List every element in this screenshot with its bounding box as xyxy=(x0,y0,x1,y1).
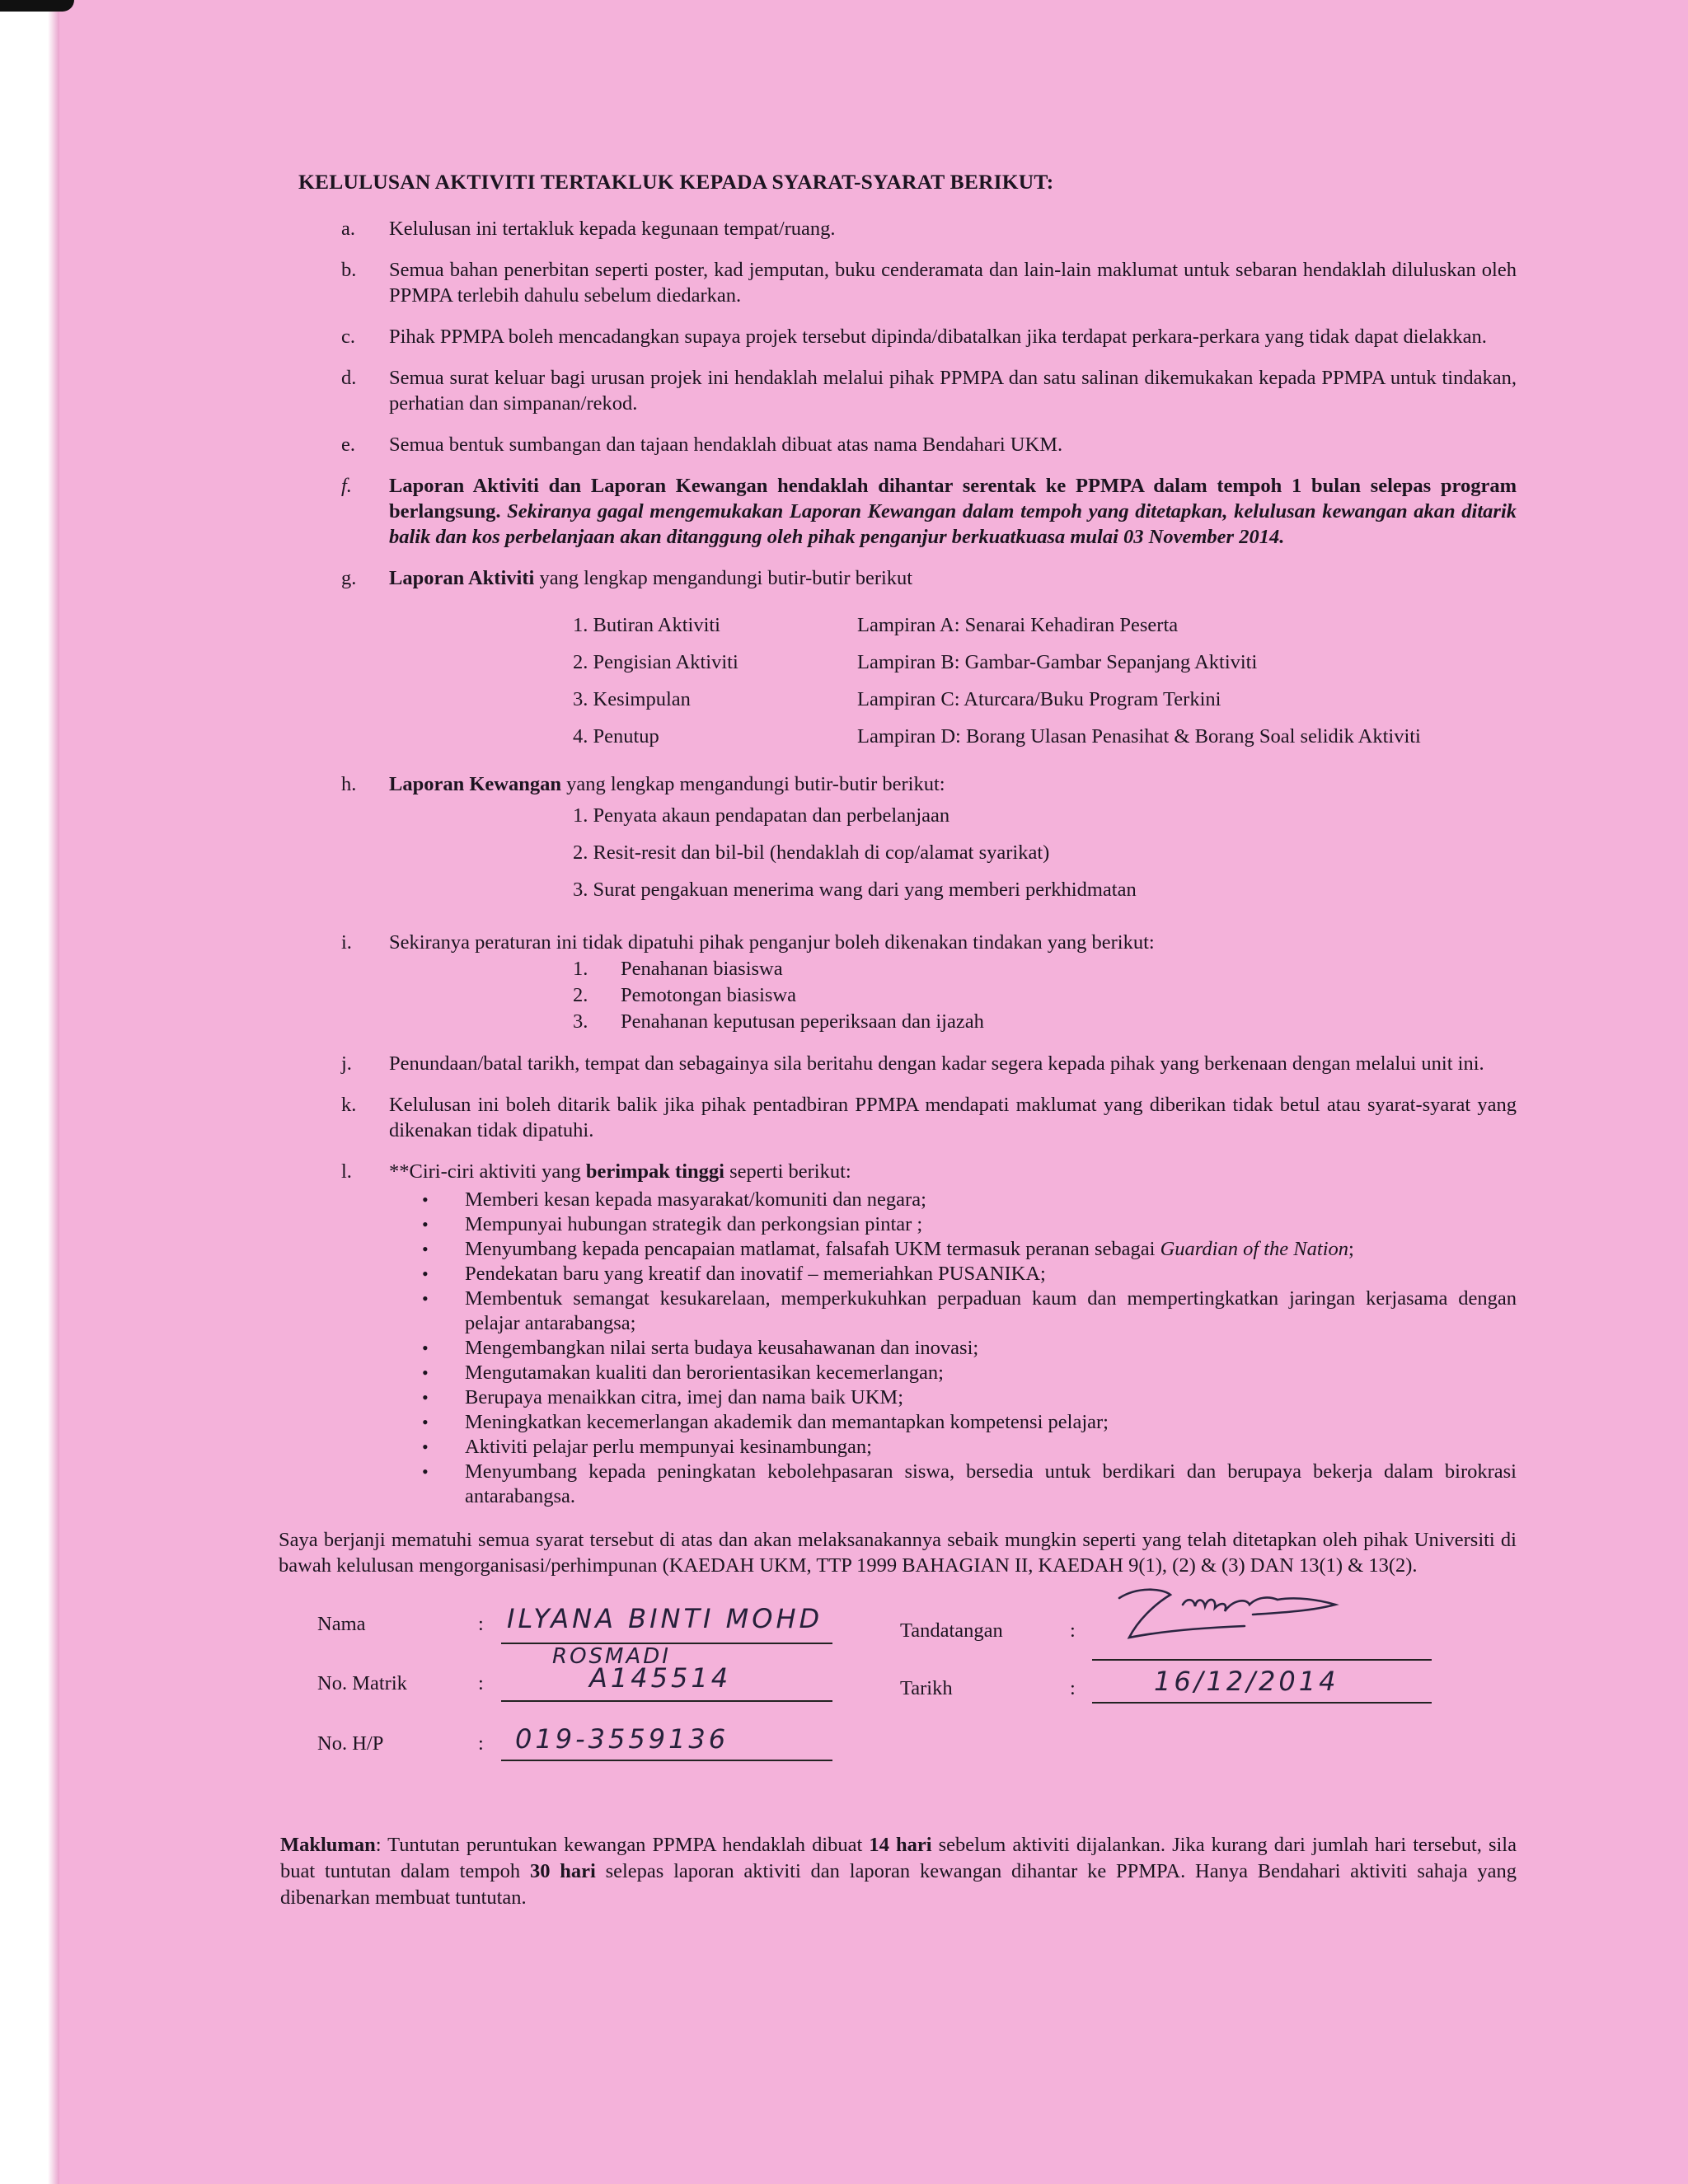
condition-letter: j. xyxy=(341,1052,352,1075)
condition-d xyxy=(280,365,1517,416)
list-item xyxy=(419,1410,1517,1435)
notice-bold-text: 30 hari xyxy=(529,1860,596,1882)
bullet-icon: • xyxy=(422,1263,429,1284)
condition-j xyxy=(280,1051,1517,1076)
bullet-icon: • xyxy=(422,1362,429,1383)
list-item xyxy=(573,955,1517,982)
list-text: Mengutamakan kualiti dan berorientasikan kecemerlangan; xyxy=(465,1361,944,1384)
condition-bold-text: Laporan Kewangan xyxy=(389,773,561,795)
condition-text: yang lengkap mengandungi butir-butir berikut xyxy=(539,567,913,589)
phone-line xyxy=(501,1760,832,1761)
condition-text: Penundaan/batal tarikh, tempat dan sebagainya sila beritahu dengan kadar segera kepada pihak yang berkenaan dengan melalui unit ini. xyxy=(389,1052,1484,1075)
signature-icon xyxy=(1104,1580,1352,1654)
bullet-icon: • xyxy=(422,1288,429,1309)
condition-bold-text: Laporan Aktiviti dan Laporan Kewangan hendaklah dihantar serentak ke PPMPA dalam tempoh 1 bulan selepas program berlangsung. xyxy=(389,475,1517,523)
report-part: 3. Kesimpulan xyxy=(573,688,691,710)
list-number: 1. xyxy=(573,957,588,980)
condition-letter: a. xyxy=(341,218,355,240)
condition-text: Semua bentuk sumbangan dan tajaan hendaklah dibuat atas nama Bendahari UKM. xyxy=(389,434,1063,456)
finance-report-list xyxy=(573,797,1517,908)
matric-label: No. Matrik xyxy=(317,1672,407,1694)
notice-bold-text: 14 hari xyxy=(869,1834,932,1856)
notice-label: Makluman xyxy=(280,1834,376,1856)
condition-letter: c. xyxy=(341,326,355,348)
bullet-icon: • xyxy=(422,1189,429,1210)
condition-h xyxy=(280,771,1517,797)
list-italic-text: Guardian of the Nation xyxy=(1160,1238,1349,1260)
condition-f xyxy=(280,473,1517,550)
phone-value[interactable]: 019-3559136 xyxy=(515,1723,729,1755)
condition-b xyxy=(280,257,1517,308)
condition-text: yang lengkap mengandungi butir-butir berikut: xyxy=(566,773,945,795)
list-text: Membentuk semangat kesukarelaan, memperkukuhkan perpaduan kaum dan mempertingkatkan jaringan kerjasama dengan pelajar antarabangsa; xyxy=(465,1287,1517,1334)
notice-text: : Tuntutan peruntukan kewangan PPMPA hendaklah dibuat xyxy=(375,1834,863,1856)
list-text: Memberi kesan kepada masyarakat/komuniti dan negara; xyxy=(465,1188,926,1211)
condition-letter: d. xyxy=(341,367,357,389)
bullet-icon: • xyxy=(422,1461,429,1482)
condition-letter: k. xyxy=(341,1094,357,1116)
list-item xyxy=(419,1262,1517,1286)
notice-text: sebelum aktiviti dijalankan. Jika kurang dari jumlah hari tersebut, sila buat tuntutan dalam tempoh xyxy=(280,1834,1517,1882)
name-colon: : xyxy=(478,1613,484,1635)
list-item xyxy=(573,644,1517,681)
list-number: 2. xyxy=(573,983,588,1006)
bullet-icon: • xyxy=(422,1436,429,1457)
list-item xyxy=(573,1008,1517,1034)
list-item xyxy=(419,1460,1517,1509)
condition-bold-text: berimpak tinggi xyxy=(585,1160,724,1183)
attachment: Lampiran D: Borang Ulasan Penasihat & Borang Soal selidik Aktiviti xyxy=(857,725,1421,748)
condition-text: seperti berikut: xyxy=(729,1160,851,1183)
condition-e xyxy=(280,432,1517,457)
list-text: Meningkatkan kecemerlangan akademik dan memantapkan kompetensi pelajar; xyxy=(465,1411,1109,1433)
list-item xyxy=(419,1435,1517,1460)
name-value-continued[interactable]: ROSMADI xyxy=(552,1644,671,1669)
attachment: Lampiran B: Gambar-Gambar Sepanjang Aktiviti xyxy=(857,651,1258,673)
date-label: Tarikh xyxy=(900,1677,953,1699)
condition-k xyxy=(280,1092,1517,1143)
list-item xyxy=(419,1188,1517,1212)
condition-letter: i. xyxy=(341,931,352,954)
report-part: 2. Pengisian Aktiviti xyxy=(573,651,738,673)
signature-colon: : xyxy=(1070,1619,1076,1642)
list-number: 3. xyxy=(573,1010,588,1033)
applicant-form xyxy=(280,1603,1517,1793)
condition-letter: h. xyxy=(341,773,357,795)
condition-a xyxy=(280,216,1517,241)
attachment: Lampiran A: Senarai Kehadiran Peserta xyxy=(857,614,1179,636)
list-text: Penahanan keputusan peperiksaan dan ijazah xyxy=(621,1010,984,1033)
condition-text: Sekiranya peraturan ini tidak dipatuhi pihak penganjur boleh dikenakan tindakan yang berikut: xyxy=(389,931,1155,954)
condition-text: Semua surat keluar bagi urusan projek ini hendaklah melalui pihak PPMPA dan satu salinan dikemukakan kepada PPMPA untuk tindakan, perhatian dan simpanan/rekod. xyxy=(389,367,1517,415)
condition-bold-italic-text: Sekiranya gagal mengemukakan Laporan Kewangan dalam tempoh yang ditetapkan, kelulusan kewangan akan ditarik balik dan kos perbelanjaan akan ditanggung oleh pihak penganjur berkuatkuasa mulai 03 November 2014. xyxy=(389,500,1517,548)
list-text: Menyumbang kepada peningkatan kebolehpasaran siswa, bersedia untuk berdikari dan berupaya bekerja dalam birokrasi antarabangsa. xyxy=(465,1460,1517,1507)
list-item xyxy=(573,607,1517,644)
matric-value[interactable]: A145514 xyxy=(589,1662,732,1694)
list-item: 1. Penyata akaun pendapatan dan perbelanjaan xyxy=(573,804,950,827)
condition-c xyxy=(280,324,1517,349)
list-text: Pendekatan baru yang kreatif dan inovatif – memeriahkan PUSANIKA; xyxy=(465,1263,1046,1285)
condition-text: Semua bahan penerbitan seperti poster, kad jemputan, buku cenderamata dan lain-lain maklumat untuk sebaran hendaklah diluluskan oleh PPMPA terlebih dahulu sebelum diedarkan. xyxy=(389,259,1517,307)
condition-letter: f. xyxy=(341,475,352,497)
condition-l xyxy=(280,1159,1517,1184)
list-text: Mempunyai hubungan strategik dan perkongsian pintar ; xyxy=(465,1213,923,1235)
condition-bold-text: Laporan Aktiviti xyxy=(389,567,535,589)
bullet-icon: • xyxy=(422,1387,429,1408)
name-value[interactable]: ILYANA BINTI MOHD xyxy=(507,1603,823,1634)
report-part: 4. Penutup xyxy=(573,725,659,748)
list-item xyxy=(573,982,1517,1008)
report-part: 1. Butiran Aktiviti xyxy=(573,614,720,636)
list-text: Penahanan biasiswa xyxy=(621,957,783,980)
date-line xyxy=(1092,1702,1432,1704)
list-item xyxy=(573,681,1517,718)
matric-colon: : xyxy=(478,1672,484,1694)
list-text: ; xyxy=(1348,1238,1354,1260)
name-label: Nama xyxy=(317,1613,366,1635)
matric-line xyxy=(501,1700,832,1702)
condition-text: Pihak PPMPA boleh mencadangkan supaya projek tersebut dipinda/dibatalkan jika terdapat perkara-perkara yang tidak dapat dielakkan. xyxy=(389,326,1487,348)
list-text: Menyumbang kepada pencapaian matlamat, falsafah UKM termasuk peranan sebagai xyxy=(465,1238,1156,1260)
impact-list xyxy=(419,1188,1517,1509)
date-colon: : xyxy=(1070,1677,1076,1699)
list-item xyxy=(419,1237,1517,1262)
page-title: KELULUSAN AKTIVITI TERTAKLUK KEPADA SYARAT-SYARAT BERIKUT: xyxy=(298,170,1054,194)
list-text: Berupaya menaikkan citra, imej dan nama baik UKM; xyxy=(465,1386,904,1408)
activity-report-list xyxy=(573,607,1517,755)
condition-letter: b. xyxy=(341,259,357,281)
scan-corner xyxy=(0,0,74,12)
condition-text: Kelulusan ini boleh ditarik balik jika pihak pentadbiran PPMPA mendapati maklumat yang diberikan tidak betul atau syarat-syarat yang dikenakan tidak dipatuhi. xyxy=(389,1094,1517,1141)
notice xyxy=(280,1832,1517,1911)
bullet-icon: • xyxy=(422,1412,429,1432)
bullet-icon: • xyxy=(422,1338,429,1358)
list-item xyxy=(419,1212,1517,1237)
condition-letter: g. xyxy=(341,567,357,589)
bullet-icon: • xyxy=(422,1239,429,1259)
condition-g xyxy=(280,565,1517,591)
bullet-icon: • xyxy=(422,1214,429,1235)
pledge-statement: Saya berjanji mematuhi semua syarat tersebut di atas dan akan melaksanakannya sebaik mungkin seperti yang telah ditetapkan oleh pihak Universiti di bawah kelulusan mengorganisasi/perhimpunan (KAEDAH UKM, TTP 1999 BAHAGIAN II, KAEDAH 9(1), (2) & (3) DAN 13(1) & 13(2). xyxy=(279,1529,1517,1577)
penalty-list xyxy=(573,955,1517,1034)
list-item xyxy=(419,1336,1517,1361)
scan-edge xyxy=(0,0,59,2184)
phone-colon: : xyxy=(478,1732,484,1755)
condition-letter: l. xyxy=(341,1160,352,1183)
list-text: Mengembangkan nilai serta budaya keusahawanan dan inovasi; xyxy=(465,1337,979,1359)
notice-text: selepas laporan aktiviti dan laporan kewangan dihantar ke PPMPA. Hanya Bendahari aktiviti sahaja yang dibenarkan membuat tuntutan. xyxy=(280,1860,1517,1909)
list-item: 2. Resit-resit dan bil-bil (hendaklah di cop/alamat syarikat) xyxy=(573,841,1050,864)
condition-text: Kelulusan ini tertakluk kepada kegunaan tempat/ruang. xyxy=(389,218,836,240)
list-text: Aktiviti pelajar perlu mempunyai kesinambungan; xyxy=(465,1436,872,1458)
phone-label: No. H/P xyxy=(317,1732,384,1755)
condition-letter: e. xyxy=(341,434,355,456)
list-text: Pemotongan biasiswa xyxy=(621,983,796,1006)
date-value[interactable]: 16/12/2014 xyxy=(1154,1666,1339,1697)
list-item: 3. Surat pengakuan menerima wang dari yang memberi perkhidmatan xyxy=(573,879,1137,901)
document-page xyxy=(280,169,1517,1911)
signature-line xyxy=(1092,1659,1432,1661)
attachment: Lampiran C: Aturcara/Buku Program Terkini xyxy=(857,688,1221,710)
list-item xyxy=(419,1385,1517,1410)
condition-i xyxy=(280,930,1517,955)
list-item xyxy=(573,718,1517,755)
signature-label: Tandatangan xyxy=(900,1619,1003,1642)
list-item xyxy=(419,1361,1517,1385)
condition-text: **Ciri-ciri aktiviti yang xyxy=(389,1160,581,1183)
list-item xyxy=(419,1286,1517,1336)
